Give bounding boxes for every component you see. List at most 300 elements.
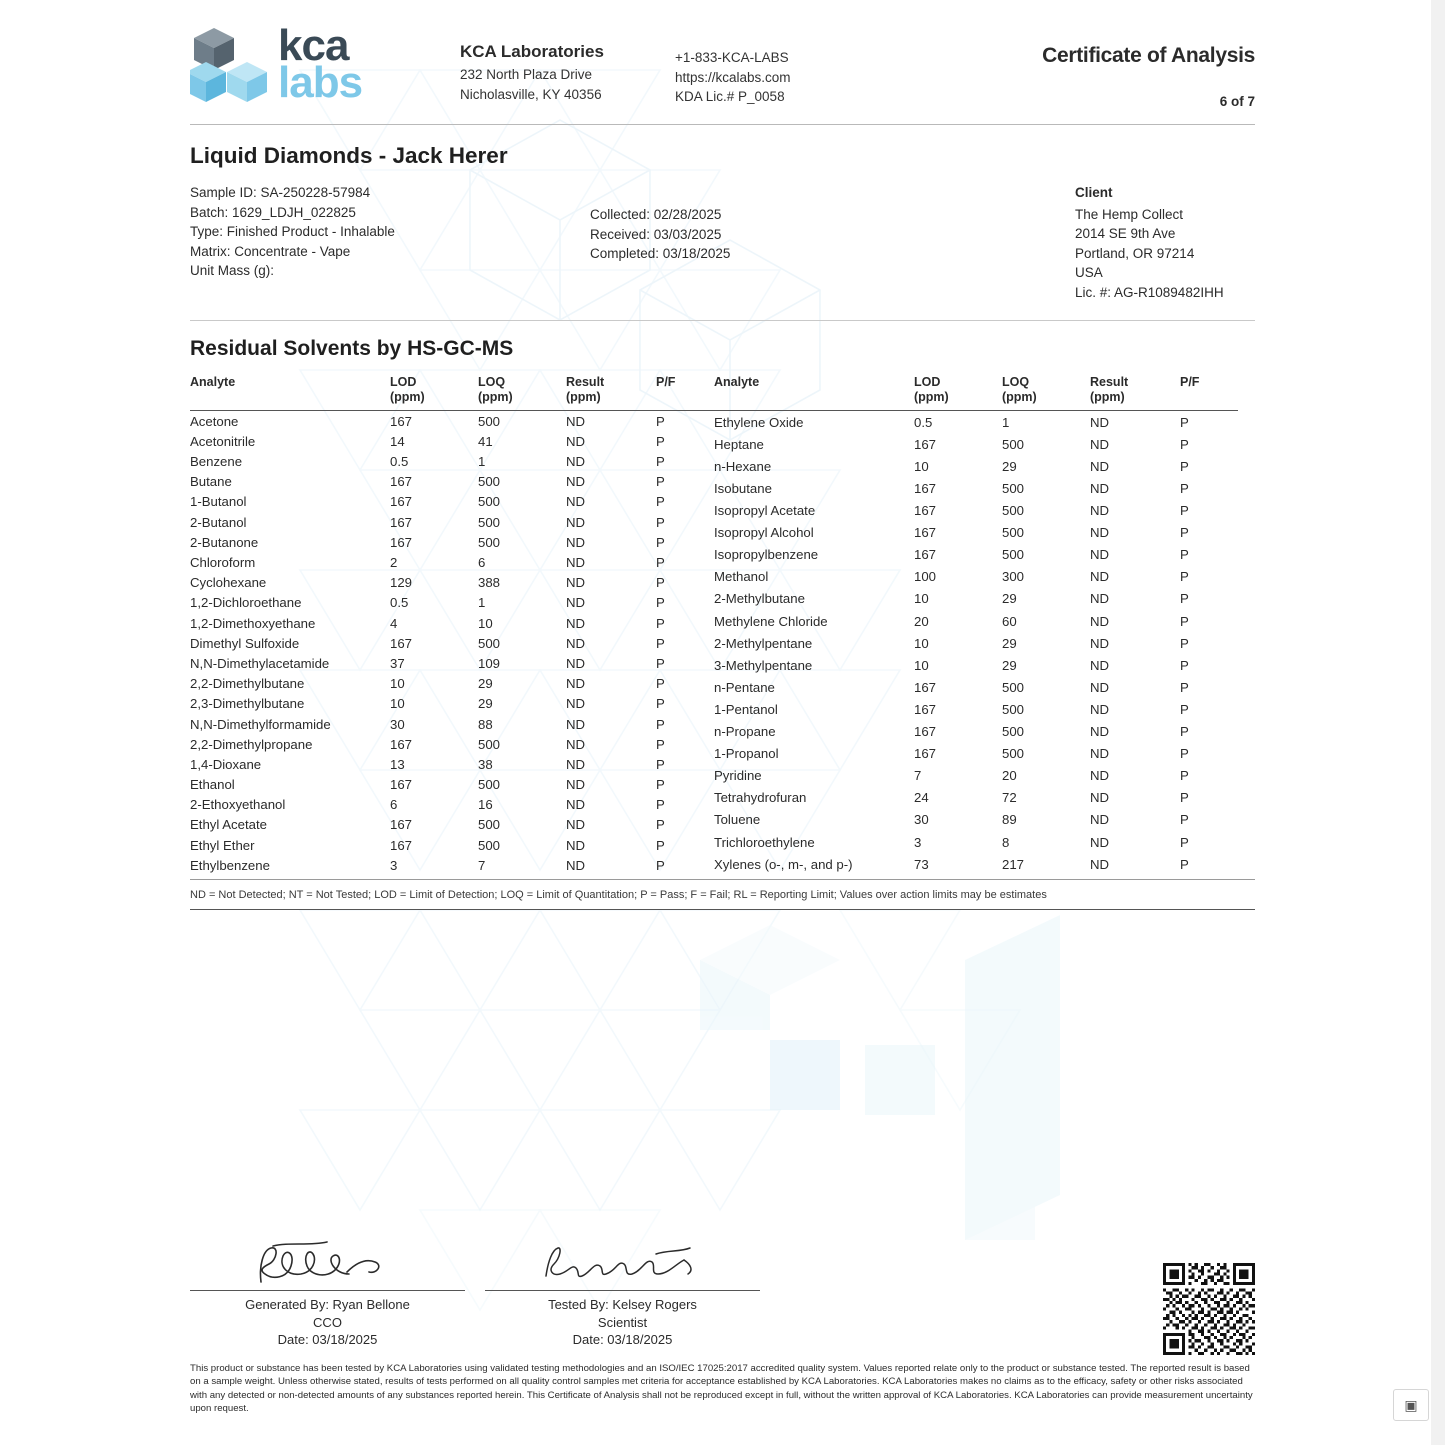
cell-loq: 500: [478, 635, 501, 651]
generated-by-name: Generated By: Ryan Bellone: [245, 1297, 410, 1313]
table-row: [714, 477, 1238, 499]
cell-analyte: Ethanol: [190, 777, 235, 793]
cell-pf: P: [656, 474, 665, 490]
cell-result: ND: [1090, 790, 1110, 806]
cell-lod: 10: [390, 696, 405, 712]
cell-lod: 167: [914, 746, 937, 762]
cell-analyte: Dimethyl Sulfoxide: [190, 635, 300, 651]
cell-result: ND: [1090, 657, 1110, 673]
cell-loq: 500: [1002, 525, 1025, 541]
cell-analyte: 1-Propanol: [714, 746, 779, 762]
cell-pf: P: [656, 494, 665, 510]
solvents-table-left: [190, 375, 714, 875]
cell-analyte: Ethyl Acetate: [190, 817, 267, 833]
cell-result: ND: [1090, 591, 1110, 607]
cell-loq: 500: [478, 413, 501, 429]
cell-loq: 8: [1002, 834, 1010, 850]
sample-divider: [190, 320, 1255, 321]
cell-analyte: 2,3-Dimethylbutane: [190, 696, 305, 712]
cell-lod: 167: [914, 436, 937, 452]
cell-result: ND: [1090, 812, 1110, 828]
generated-by-title: CCO: [313, 1314, 342, 1330]
cell-loq: 16: [478, 797, 493, 813]
cell-loq: 500: [478, 777, 501, 793]
cell-pf: P: [656, 514, 665, 530]
cell-result: ND: [1090, 856, 1110, 872]
table-row: [714, 743, 1238, 765]
client-address-1: 2014 SE 9th Ave: [1075, 226, 1176, 242]
cell-loq: 500: [478, 817, 501, 833]
cell-analyte: Isopropyl Acetate: [714, 503, 816, 519]
cell-lod: 10: [914, 458, 929, 474]
cubes-logo-icon: [190, 26, 272, 104]
cell-lod: 167: [390, 534, 413, 550]
client-label: Client: [1075, 185, 1113, 200]
solvents-table-right: [714, 375, 1238, 875]
cell-lod: 24: [914, 790, 929, 806]
th-loq-right: [1002, 375, 1090, 410]
cell-loq: 7: [478, 857, 486, 873]
cell-result: ND: [566, 534, 586, 550]
table-row: [190, 431, 714, 451]
th-loq-unit-right: (ppm): [1002, 389, 1037, 404]
cell-result: ND: [566, 696, 586, 712]
cell-lod: 20: [914, 613, 929, 629]
cell-result: ND: [566, 837, 586, 853]
table-row: [190, 633, 714, 653]
th-lod-unit-right: (ppm): [914, 389, 949, 404]
cell-pf: P: [1180, 834, 1189, 850]
cell-lod: 10: [914, 657, 929, 673]
cell-pf: P: [1180, 525, 1189, 541]
lab-address-line-2: Nicholasville, KY 40356: [460, 86, 602, 102]
cell-loq: 29: [1002, 635, 1017, 651]
cell-analyte: Benzene: [190, 454, 243, 470]
cell-pf: P: [656, 676, 665, 692]
table-row: [190, 734, 714, 754]
cell-pf: P: [1180, 790, 1189, 806]
cell-pf: P: [656, 756, 665, 772]
cell-lod: 7: [914, 768, 922, 784]
cell-loq: 20: [1002, 768, 1017, 784]
cell-pf: P: [656, 534, 665, 550]
cell-pf: P: [1180, 635, 1189, 651]
cell-result: ND: [566, 474, 586, 490]
cell-analyte: 2-Butanone: [190, 534, 259, 550]
cell-lod: 0.5: [390, 595, 409, 611]
cell-analyte: Heptane: [714, 436, 764, 452]
client-column: [930, 183, 1255, 302]
tested-by-title: Scientist: [597, 1314, 648, 1330]
table-row: [190, 411, 714, 432]
sample-type: Type: Finished Product - Inhalable: [190, 224, 395, 240]
sample-title: Liquid Diamonds - Jack Herer: [190, 143, 508, 168]
cell-loq: 388: [478, 575, 501, 591]
sample-unit-mass: Unit Mass (g):: [190, 263, 275, 279]
th-lod-left: [390, 375, 478, 410]
cell-loq: 500: [1002, 701, 1025, 717]
cell-lod: 167: [914, 503, 937, 519]
cell-analyte: Trichloroethylene: [714, 834, 815, 850]
cell-lod: 129: [390, 575, 413, 591]
cell-loq: 89: [1002, 812, 1017, 828]
cell-analyte: 2,2-Dimethylpropane: [190, 736, 313, 752]
cell-analyte: Toluene: [714, 812, 761, 828]
tested-by-name: Tested By: Kelsey Rogers: [548, 1297, 697, 1313]
cell-loq: 500: [478, 837, 501, 853]
lab-website[interactable]: https://kcalabs.com: [675, 69, 791, 85]
cell-loq: 500: [1002, 746, 1025, 762]
cell-pf: P: [1180, 768, 1189, 784]
cell-analyte: Chloroform: [190, 555, 256, 571]
coa-title: Certificate of Analysis: [1042, 44, 1255, 67]
cell-pf: P: [656, 696, 665, 712]
signature-generated-by: [190, 1234, 465, 1349]
table-row: [714, 610, 1238, 632]
cell-analyte: Isobutane: [714, 481, 772, 496]
cell-lod: 167: [390, 817, 413, 833]
cell-result: ND: [1090, 679, 1110, 695]
table-row: [190, 835, 714, 855]
th-loq-left: [478, 375, 566, 410]
table-row: [714, 698, 1238, 720]
cell-result: ND: [566, 555, 586, 571]
lab-phone[interactable]: +1-833-KCA-LABS: [675, 50, 789, 65]
table-row: [190, 492, 714, 512]
table-footnote: ND = Not Detected; NT = Not Tested; LOD = Limit of Detection; LOQ = Limit of Quantitation; P = Pass; F = Fail; RL = Reporting Limit; Values over action limits may be estimates: [190, 889, 1047, 902]
cell-lod: 6: [390, 797, 398, 813]
cell-result: ND: [566, 413, 586, 429]
logo-kca-text: kca: [278, 21, 349, 71]
cell-pf: P: [656, 716, 665, 732]
th-result-left: [566, 375, 656, 410]
cell-pf: P: [1180, 414, 1189, 430]
cell-pf: P: [1180, 436, 1189, 452]
cell-analyte: Acetonitrile: [190, 433, 256, 449]
cell-result: ND: [566, 756, 586, 772]
th-analyte-right: Analyte: [714, 375, 760, 390]
cell-result: ND: [566, 676, 586, 692]
cell-loq: 10: [478, 615, 493, 631]
cell-analyte: 1,2-Dimethoxyethane: [190, 615, 316, 631]
table-row: [190, 674, 714, 694]
cell-result: ND: [1090, 414, 1110, 430]
th-result-label-right: Result: [1090, 375, 1129, 390]
cell-result: ND: [566, 655, 586, 671]
cell-loq: 500: [478, 534, 501, 550]
cell-loq: 217: [1002, 856, 1025, 872]
sample-matrix: Matrix: Concentrate - Vape: [190, 243, 351, 259]
cell-result: ND: [566, 454, 586, 470]
cell-loq: 500: [1002, 724, 1025, 740]
cell-loq: 29: [478, 696, 493, 712]
cell-result: ND: [1090, 547, 1110, 563]
cell-analyte: 2,2-Dimethylbutane: [190, 676, 305, 692]
th-result-unit-left: (ppm): [566, 389, 601, 404]
lab-address-line-1: 232 North Plaza Drive: [460, 67, 593, 82]
kca-logo-wordmark: [278, 21, 363, 107]
cell-result: ND: [1090, 503, 1110, 519]
coa-title-block: [925, 26, 1255, 109]
cell-lod: 4: [390, 615, 398, 631]
cell-loq: 500: [478, 736, 501, 752]
signature-area: [190, 1234, 1255, 1349]
cell-analyte: 1,2-Dichloroethane: [190, 595, 302, 611]
table-row: [190, 552, 714, 572]
cell-result: ND: [566, 857, 586, 873]
table-row: [714, 831, 1238, 853]
cell-pf: P: [1180, 657, 1189, 673]
cell-result: ND: [566, 736, 586, 752]
cell-lod: 167: [390, 474, 413, 490]
cell-lod: 167: [390, 736, 413, 752]
page-number: 6 of 7: [1219, 94, 1255, 109]
lab-info: [460, 26, 675, 104]
cell-pf: P: [656, 575, 665, 591]
cell-lod: 167: [390, 494, 413, 510]
cell-pf: P: [1180, 746, 1189, 762]
cell-result: ND: [1090, 458, 1110, 474]
table-row: [190, 472, 714, 492]
cell-loq: 109: [478, 655, 501, 671]
cell-pf: P: [1180, 591, 1189, 607]
tested-by-date: Date: 03/18/2025: [572, 1332, 673, 1348]
th-result-unit-right: (ppm): [1090, 389, 1125, 404]
cell-analyte: Cyclohexane: [190, 575, 267, 591]
cell-analyte: 1-Pentanol: [714, 701, 778, 717]
signature-image-ryan-bellone: [190, 1234, 465, 1290]
cell-lod: 167: [390, 837, 413, 853]
cell-pf: P: [1180, 812, 1189, 828]
table-row: [714, 809, 1238, 831]
cell-result: ND: [566, 494, 586, 510]
cell-analyte: Ethylbenzene: [190, 857, 270, 873]
cell-pf: P: [656, 736, 665, 752]
th-result-right: [1090, 375, 1180, 410]
table-row: [714, 455, 1238, 477]
table-row: [714, 588, 1238, 610]
cell-analyte: 2-Methylpentane: [714, 635, 813, 651]
client-address-2: Portland, OR 97214: [1075, 245, 1195, 261]
cell-pf: P: [656, 433, 665, 449]
cell-analyte: n-Pentane: [714, 679, 775, 695]
th-analyte-left: Analyte: [190, 375, 236, 390]
cell-loq: 29: [478, 676, 493, 692]
sample-info: [190, 183, 1255, 320]
date-completed: Completed: 03/18/2025: [590, 246, 731, 262]
cell-pf: P: [1180, 481, 1189, 496]
cell-analyte: Isopropyl Alcohol: [714, 525, 814, 541]
cell-lod: 0.5: [390, 454, 409, 470]
cell-pf: P: [1180, 679, 1189, 695]
cell-result: ND: [566, 797, 586, 813]
cell-pf: P: [656, 837, 665, 853]
cell-loq: 500: [478, 474, 501, 490]
cell-result: ND: [566, 514, 586, 530]
cell-loq: 29: [1002, 657, 1017, 673]
cell-lod: 2: [390, 555, 398, 571]
cell-result: ND: [1090, 569, 1110, 585]
table-row: [714, 765, 1238, 787]
cell-result: ND: [1090, 525, 1110, 541]
cell-pf: P: [1180, 547, 1189, 563]
signature-tested-by: [485, 1234, 760, 1349]
table-row: [714, 787, 1238, 809]
cell-result: ND: [1090, 701, 1110, 717]
cell-lod: 167: [390, 514, 413, 530]
client-name: The Hemp Collect: [1075, 206, 1184, 222]
cell-lod: 14: [390, 433, 405, 449]
cell-pf: P: [1180, 724, 1189, 740]
table-row: [714, 654, 1238, 676]
qr-code[interactable]: [1163, 1263, 1255, 1355]
sample-batch: Batch: 1629_LDJH_022825: [190, 204, 356, 220]
cell-loq: 6: [478, 555, 486, 571]
cell-result: ND: [566, 817, 586, 833]
header-divider: [190, 124, 1255, 125]
cell-lod: 10: [390, 676, 405, 692]
cell-loq: 29: [1002, 458, 1017, 474]
th-lod-label-right: LOD: [914, 375, 941, 390]
cell-lod: 167: [914, 547, 937, 563]
th-lod-right: [914, 375, 1002, 410]
table-row: [190, 714, 714, 734]
cell-loq: 1: [1002, 414, 1010, 430]
cell-analyte: 2-Ethoxyethanol: [190, 797, 286, 813]
table-row: [190, 754, 714, 774]
cell-analyte: Pyridine: [714, 768, 762, 784]
table-row: [190, 775, 714, 795]
cell-loq: 60: [1002, 613, 1017, 629]
cell-result: ND: [566, 595, 586, 611]
cell-analyte: n-Propane: [714, 724, 776, 740]
cell-lod: 167: [914, 679, 937, 695]
table-row: [190, 512, 714, 532]
table-row: [190, 532, 714, 552]
cell-pf: P: [1180, 503, 1189, 519]
cell-analyte: Ethyl Ether: [190, 837, 255, 853]
cell-pf: P: [656, 595, 665, 611]
th-loq-unit-left: (ppm): [478, 389, 513, 404]
th-lod-unit-left: (ppm): [390, 389, 425, 404]
cell-loq: 72: [1002, 790, 1017, 806]
cell-loq: 500: [1002, 481, 1025, 496]
cell-pf: P: [1180, 569, 1189, 585]
cell-loq: 500: [478, 514, 501, 530]
cell-pf: P: [1180, 701, 1189, 717]
th-pf-left: P/F: [656, 375, 676, 390]
table-row: [714, 720, 1238, 742]
sample-id: Sample ID: SA-250228-57984: [190, 185, 371, 200]
cell-result: ND: [1090, 834, 1110, 850]
date-collected: Collected: 02/28/2025: [590, 207, 722, 222]
cell-lod: 13: [390, 756, 405, 772]
cell-lod: 37: [390, 655, 405, 671]
cell-loq: 1: [478, 454, 486, 470]
lab-name: KCA Laboratories: [460, 42, 604, 61]
table-row: [190, 694, 714, 714]
solvents-left-body: [190, 411, 714, 876]
logo-labs-text: labs: [278, 58, 363, 107]
table-row: [714, 676, 1238, 698]
table-row: [190, 815, 714, 835]
th-pf-right: P/F: [1180, 375, 1200, 390]
legal-disclaimer: This product or substance has been tested by KCA Laboratories using validated testing methodologies and an ISO/IEC 17025:2017 accredited quality system. Values reported relate only to the product or substance tested. The reported result is based on a sample weight. Unless otherwise stated, results of tests performed on all quality control samples met criteria for acceptance established by KCA Laboratories. KCA Laboratories makes no claims as to the efficacy, safety or other risks associated with any detected or non-detected amounts of any substances reported herein. This Certificate of Analysis shall not be reproduced except in full, without the written approval of KCA Laboratories. KCA Laboratories can provide measurement uncertainty upon request.: [190, 1363, 1253, 1414]
cell-lod: 167: [914, 701, 937, 717]
scrollbar[interactable]: [1431, 0, 1445, 1445]
cell-lod: 167: [914, 724, 937, 740]
signature-line-tested: [485, 1290, 760, 1291]
cell-result: ND: [1090, 635, 1110, 651]
cell-lod: 0.5: [914, 414, 933, 430]
cell-result: ND: [1090, 436, 1110, 452]
cell-analyte: Ethylene Oxide: [714, 414, 804, 430]
date-received: Received: 03/03/2025: [590, 226, 722, 242]
cell-result: ND: [566, 716, 586, 732]
table-row: [190, 573, 714, 593]
cell-result: ND: [566, 777, 586, 793]
cell-result: ND: [1090, 613, 1110, 629]
cell-analyte: Isopropylbenzene: [714, 547, 819, 563]
cell-loq: 500: [478, 494, 501, 510]
cell-analyte: 1-Butanol: [190, 494, 247, 510]
table-row: [714, 853, 1238, 875]
cell-lod: 167: [390, 777, 413, 793]
table-row: [190, 795, 714, 815]
table-row: [714, 566, 1238, 588]
cell-lod: 100: [914, 569, 937, 585]
lab-license: KDA Lic.# P_0058: [675, 89, 785, 105]
cell-loq: 500: [1002, 503, 1025, 519]
table-row: [190, 593, 714, 613]
cell-result: ND: [1090, 481, 1110, 496]
client-country: USA: [1075, 265, 1103, 281]
cell-loq: 88: [478, 716, 493, 732]
cell-analyte: Xylenes (o-, m-, and p-): [714, 856, 853, 872]
cell-pf: P: [656, 797, 665, 813]
table-row: [190, 613, 714, 633]
cell-pf: P: [656, 454, 665, 470]
cell-pf: P: [656, 413, 665, 429]
cell-pf: P: [656, 817, 665, 833]
cell-lod: 3: [914, 834, 922, 850]
cell-pf: P: [656, 655, 665, 671]
table-row: [714, 433, 1238, 455]
cell-loq: 500: [1002, 679, 1025, 695]
cell-analyte: Butane: [190, 474, 232, 490]
cell-lod: 73: [914, 856, 929, 872]
cell-pf: P: [1180, 613, 1189, 629]
th-loq-label-right: LOQ: [1002, 375, 1030, 390]
cell-analyte: Tetrahydrofuran: [714, 790, 807, 806]
cell-analyte: N,N-Dimethylacetamide: [190, 655, 330, 671]
page-header: [190, 0, 1255, 118]
table-row: [714, 411, 1238, 434]
cell-pf: P: [656, 615, 665, 631]
table-row: [190, 855, 714, 875]
residual-solvents-tables: [190, 375, 1255, 875]
cell-lod: 10: [914, 591, 929, 607]
cell-pf: P: [656, 777, 665, 793]
cell-analyte: 3-Methylpentane: [714, 657, 813, 673]
cell-pf: P: [656, 857, 665, 873]
cell-loq: 300: [1002, 569, 1025, 585]
pdf-toolbar-button[interactable]: ▣: [1393, 1389, 1429, 1421]
cell-analyte: 2-Butanol: [190, 514, 247, 530]
cell-pf: P: [1180, 458, 1189, 474]
cell-lod: 167: [390, 635, 413, 651]
cell-analyte: Methanol: [714, 569, 769, 585]
